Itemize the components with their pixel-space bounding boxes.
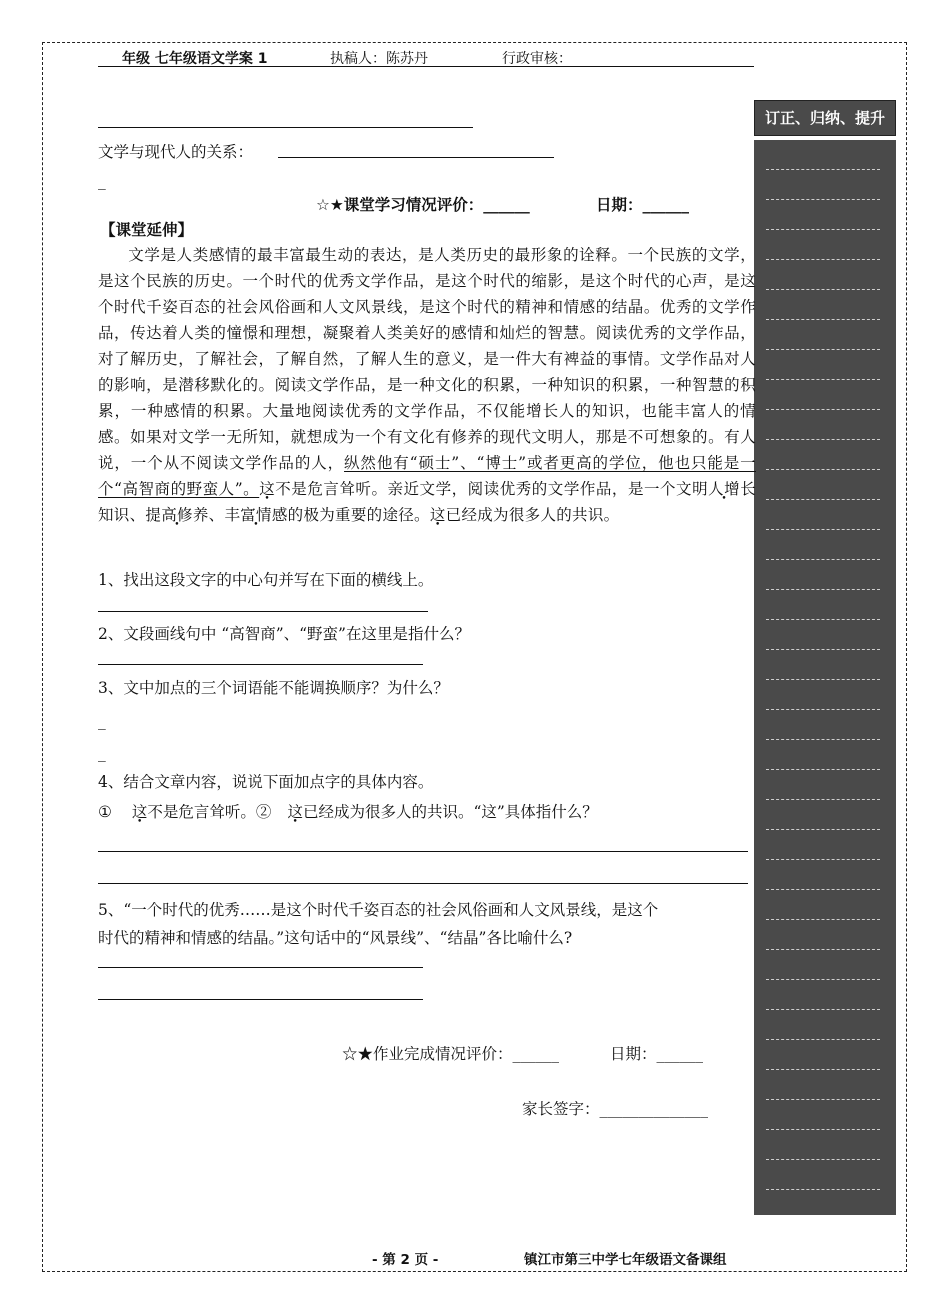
question-5-line1: 5、“一个时代的优秀……是这个时代千姿百态的社会风俗画和人文风景线，是这个 xyxy=(98,901,659,919)
sidebar-rule xyxy=(766,290,880,320)
q3-blank-mark: _ xyxy=(98,712,106,730)
underlined-sentence: 纵然他有“硕士”、“博士”或者更高的学位，他也只能是一个“高智商的野蛮人”。 xyxy=(98,454,756,498)
sidebar-rule xyxy=(766,1160,880,1190)
q1-answer-line[interactable] xyxy=(98,611,428,612)
sidebar-rule xyxy=(766,320,880,350)
passage-sep: 、 xyxy=(208,506,225,524)
dotted-char: 这 xyxy=(429,506,446,524)
relation-answer-line[interactable] xyxy=(278,157,554,158)
passage-text: 已经成为很多人的共识。 xyxy=(445,506,620,524)
sidebar-rule xyxy=(766,590,880,620)
q5-answer-line[interactable] xyxy=(98,967,423,968)
homework-eval-text: ☆★作业完成情况评价：______ xyxy=(342,1045,560,1063)
sidebar-title: 订正、归纳、提升 xyxy=(754,100,896,136)
sidebar-rule xyxy=(766,230,880,260)
passage-sep: 、 xyxy=(129,506,146,524)
sidebar-rule xyxy=(766,380,880,410)
question-1: 1、找出这段文字的中心句并写在下面的横线上。 xyxy=(98,571,434,589)
class-eval-text: ☆★课堂学习情况评价：______ xyxy=(316,196,530,214)
class-eval-date: 日期：______ xyxy=(596,196,690,214)
sidebar-rule xyxy=(766,440,880,470)
passage-text: 的极为重要的途径。 xyxy=(287,506,430,524)
sidebar-rule xyxy=(766,470,880,500)
section-title: 【课堂延伸】 xyxy=(100,221,194,239)
page-number: - 第 2 页 - xyxy=(372,1252,439,1268)
sidebar-rule xyxy=(766,350,880,380)
sidebar-rule xyxy=(766,1040,880,1070)
sidebar-rule xyxy=(766,950,880,980)
sidebar-lines xyxy=(766,140,880,1190)
sidebar-rule xyxy=(766,1070,880,1100)
q4-sub1-text: 不是危言耸听。② xyxy=(147,803,272,821)
sidebar-rule xyxy=(766,260,880,290)
sidebar-rule xyxy=(766,1010,880,1040)
sidebar-rule xyxy=(766,860,880,890)
dotted-word: 提高修养 xyxy=(145,506,209,524)
q4-sub1-number: ① xyxy=(98,803,112,821)
sidebar-rule xyxy=(766,620,880,650)
question-4: 4、结合文章内容，说说下面加点字的具体内容。 xyxy=(98,773,434,791)
sidebar-rule xyxy=(766,980,880,1010)
sidebar-rule xyxy=(766,530,880,560)
sidebar-rule xyxy=(766,1100,880,1130)
relation-label: 文学与现代人的关系： xyxy=(98,143,254,161)
q4-answer-line[interactable] xyxy=(98,851,748,852)
answer-line[interactable] xyxy=(98,127,473,128)
footer-school: 镇江市第三中学七年级语文备课组 xyxy=(524,1252,727,1268)
dotted-char: 这 xyxy=(131,803,148,821)
q2-answer-line[interactable] xyxy=(98,664,423,665)
sidebar-rule xyxy=(766,770,880,800)
passage-text: 文学是人类感情的最丰富最生动的表达，是人类历史的最形象的诠释。一个民族的文学，是这个民族的历史。一个时代的优秀文学作品，是这个时代的缩影，是这个时代的心声，是这个时代千姿百态的社会风俗画和人文风景线，是这个时代的精神和情感的结晶。优秀的文学作品，传达着人类的憧憬和理想，凝聚着人类美好的感情和灿烂的智慧。阅读优秀的文学作品，对了解历史，了解社会，了解自然，了解人生的意义，是一件大有裨益的事情。文学作品对人的影响，是潜移默化的。阅读文学作品，是一种文化的积累，一种知识的积累，一种智慧的积累，一种感情的积累。大量地阅读优秀的文学作品，不仅能增长人的知识，也能丰富人的情感。如果对文学一无所知，就想成为一个有文化有修养的现代文明人，那是不可想象的。有人说，一个从不阅读文学作品的人， xyxy=(98,246,756,472)
q4-sub2-text: 已经成为很多人的共识。“这”具体指什么？ xyxy=(302,803,598,821)
sidebar-rule xyxy=(766,410,880,440)
sidebar-rule xyxy=(766,830,880,860)
blank-mark: _ xyxy=(98,172,106,190)
q3-blank-mark: _ xyxy=(98,744,106,762)
sidebar-rule xyxy=(766,170,880,200)
q4-subitems xyxy=(98,800,598,822)
dotted-char: 这 xyxy=(287,803,303,821)
parent-signature[interactable]: 家长签字：______________ xyxy=(522,1100,709,1118)
sidebar-rule xyxy=(766,890,880,920)
page-header xyxy=(98,46,754,67)
reading-passage xyxy=(98,242,756,528)
sidebar-rule xyxy=(766,500,880,530)
header-grade: 年级 七年级语文学案 1 xyxy=(122,51,268,67)
header-author: 执稿人：陈苏丹 xyxy=(330,51,428,67)
q4-answer-line[interactable] xyxy=(98,883,748,884)
sidebar-rule xyxy=(766,1130,880,1160)
sidebar-rule xyxy=(766,680,880,710)
sidebar-rule xyxy=(766,800,880,830)
dotted-char: 这 xyxy=(259,480,276,498)
sidebar-rule xyxy=(766,650,880,680)
sidebar-rule xyxy=(766,710,880,740)
header-review: 行政审核： xyxy=(502,51,572,67)
dotted-word: 丰富情感 xyxy=(224,506,288,524)
question-5-line2: 时代的精神和情感的结晶。”这句话中的“风景线”、“结晶”各比喻什么? xyxy=(98,929,573,947)
q5-answer-line[interactable] xyxy=(98,999,423,1000)
homework-eval-date: 日期：______ xyxy=(610,1045,704,1063)
passage-text: 不是危言耸听。亲近文学，阅读优秀的文学作品，是一个文明人 xyxy=(275,480,725,498)
sidebar-rule xyxy=(766,140,880,170)
sidebar-rule xyxy=(766,740,880,770)
dotted-word: 增长知识 • xyxy=(98,480,756,524)
question-2: 2、文段画线句中 “高智商”、“野蛮”在这里是指什么？ xyxy=(98,625,470,643)
sidebar-rule xyxy=(766,560,880,590)
question-3: 3、文中加点的三个词语能不能调换顺序？为什么？ xyxy=(98,679,449,697)
sidebar-rule xyxy=(766,920,880,950)
sidebar-rule xyxy=(766,200,880,230)
